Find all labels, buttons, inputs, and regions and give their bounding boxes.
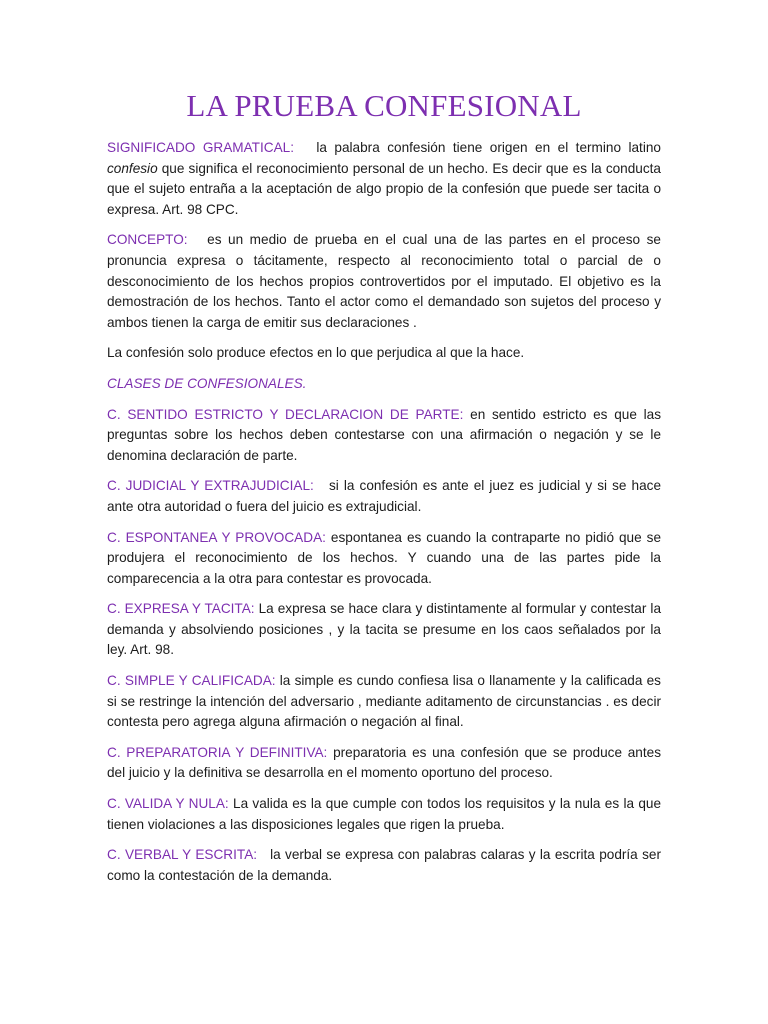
paragraph-text: si la confesión es ante el juez es judicial y si se hace ante otra autoridad o fuera del juicio es extrajudicial. [107, 478, 662, 514]
paragraph-text: la simple es cundo confiesa lisa o llanamente y la calificada es si se restringe la intención del adversario , mediante aditamento de circunstancias . es decir contesta pero agrega alguna afirmación o negación al final. [107, 673, 661, 730]
paragraph-label: C. SENTIDO ESTRICTO Y DECLARACION DE PARTE: [107, 406, 464, 422]
paragraph-preparatoria [107, 743, 661, 784]
section-heading-clases [107, 374, 661, 395]
paragraph-text: es un medio de prueba en el cual una de las partes en el proceso se pronuncia expresa o tácitamente, respecto al reconocimiento total o parcial de o desconocimiento de los hechos propios controvertidos por el imputado. El objetivo es la demostración de los hechos. Tanto el actor como el demandado son sujetos del proceso y ambos tienen la carga de emitir sus declaraciones . [107, 232, 661, 330]
paragraph-label: C. VALIDA Y NULA: [107, 796, 229, 812]
paragraph-italic-term: confesio [107, 160, 158, 176]
paragraph-concepto [107, 230, 661, 333]
paragraph-verbal [107, 845, 661, 886]
paragraph-text: la verbal se expresa con palabras calaras y la escrita podría ser como la contestación de la demanda. [107, 847, 661, 883]
paragraph-judicial [107, 476, 661, 517]
paragraph-label: C. PREPARATORIA Y DEFINITIVA: [107, 744, 328, 760]
paragraph-label: CONCEPTO: [107, 232, 188, 248]
paragraph-text: que significa el reconocimiento personal de un hecho. Es decir que es la conducta que el sujeto entraña a la aceptación de algo propio de la confesión que puede ser tacita o expresa. Art. 98 CPC. [107, 160, 661, 217]
paragraph-label: C. VERBAL Y ESCRITA: [107, 847, 258, 863]
paragraph-valida [107, 794, 661, 835]
paragraph-text: espontanea es cuando la contraparte no pidió que se produjera el reconocimiento de los hechos. Y cuando una de las partes pide la comparecencia a la otra para contestar es provocada. [107, 529, 662, 586]
paragraph-espontanea [107, 528, 661, 590]
paragraph-text: La expresa se hace clara y distintamente al formular y contestar la demanda y absolviendo posiciones , y la tacita se presume en los caos señalados por la ley. Art. 98. [107, 601, 661, 658]
paragraph-simple [107, 671, 661, 733]
paragraph-efectos [107, 343, 661, 364]
paragraph-text: preparatoria es una confesión que se produce antes del juicio y la definitiva se desarrolla en el momento oportuno del proceso. [107, 744, 661, 781]
section-heading: CLASES DE CONFESIONALES. [107, 375, 307, 391]
paragraph-label: C. EXPRESA Y TACITA: [107, 601, 255, 617]
paragraph-label: C. JUDICIAL Y EXTRAJUDICIAL: [107, 478, 314, 494]
paragraph-text: La valida es la que cumple con todos los requisitos y la nula es la que tienen violaciones a las disposiciones legales que rigen la prueba. [107, 796, 662, 832]
paragraph-text: la palabra confesión tiene origen en el termino latino [316, 140, 661, 155]
paragraph-label: C. SIMPLE Y CALIFICADA: [107, 673, 276, 689]
page-title: LA PRUEBA CONFESIONAL [186, 88, 582, 123]
paragraph-sentido-estricto [107, 405, 661, 467]
paragraph-significado [107, 138, 661, 220]
paragraph-label: C. ESPONTANEA Y PROVOCADA: [107, 529, 326, 545]
paragraph-expresa [107, 599, 661, 661]
paragraph-text: en sentido estricto es que las preguntas sobre los hechos deben contestarse con una afirmación o negación y se le denomina declaración de parte. [107, 406, 661, 463]
paragraph-label: SIGNIFICADO GRAMATICAL: [107, 140, 294, 155]
paragraph-text: La confesión solo produce efectos en lo que perjudica al que la hace. [107, 345, 525, 361]
document-body [107, 138, 661, 896]
